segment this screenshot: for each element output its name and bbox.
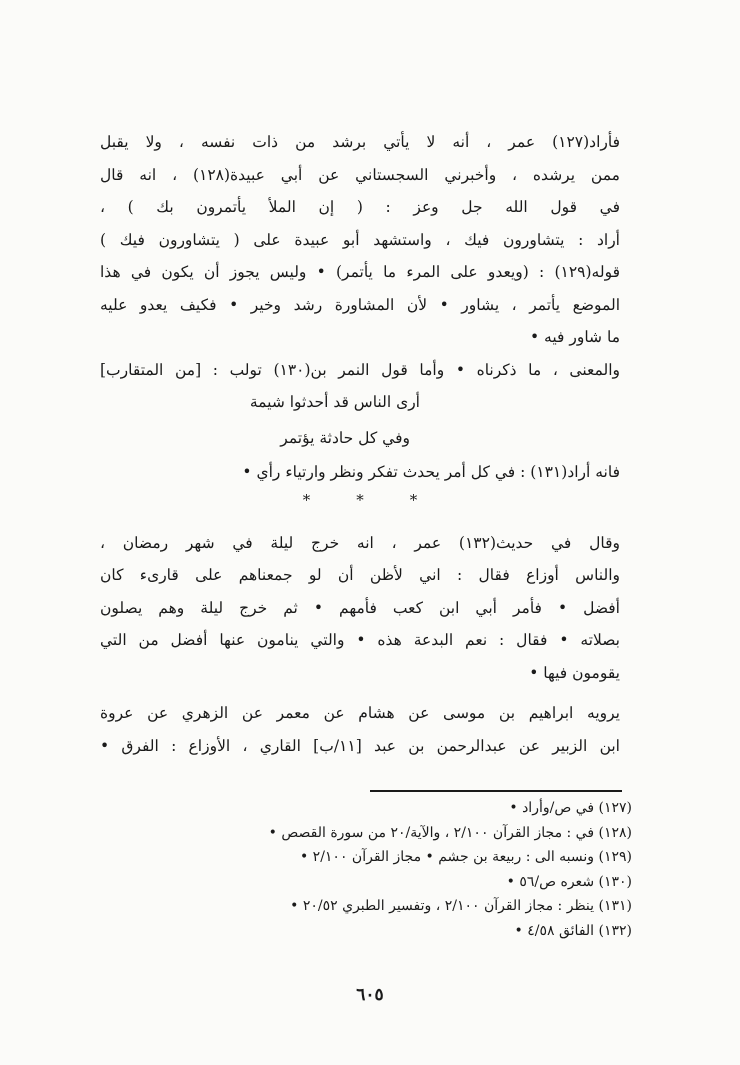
verse-line: وفي كل حادثة يؤتمر — [280, 429, 410, 447]
footnote: (١٢٨) في : مجاز القرآن ٢/١٠٠ ، والآية/٢٠ من سورة القصص • — [268, 824, 632, 841]
verse — [100, 386, 620, 456]
paragraph-3 — [100, 456, 620, 489]
text-line: أراد : يتشاورون فيك ، واستشهد أبو عبيدة على ( يتشاورون فيك ) — [100, 230, 620, 249]
footnote: (١٢٧) في ص/وأراد • — [509, 800, 632, 816]
text-line: الموضع يأتمر ، يشاور • لأن المشاورة رشد وخير • فكيف يعدو عليه — [100, 295, 620, 314]
text-line: بصلاته • فقال : نعم البدعة هذه • والتي ينامون عنها أفضل من التي — [100, 631, 620, 649]
paragraph-5 — [100, 697, 620, 762]
text-line: فأراد(١٢٧) عمر ، أنه لا يأتي برشد من ذات نفسه ، ولا يقبل — [100, 133, 620, 151]
star-ornament: * — [302, 490, 311, 509]
star-ornament: * — [409, 490, 418, 509]
text-line: والناس أوزاع فقال : اني لأظن أن لو جمعناهم على قارىء كان — [100, 566, 620, 584]
text-line: يقومون فيها • — [529, 663, 620, 682]
text-line: وقال في حديث(١٣٢) عمر ، انه خرج ليلة في شهر رمضان ، — [100, 533, 620, 552]
text-line: ما شاور فيه • — [529, 328, 620, 346]
footnote: (١٣٢) الفائق ٤/٥٨ • — [514, 922, 632, 939]
footnote: (١٣١) ينظر : مجاز القرآن ٢/١٠٠ ، وتفسير الطبري ٢٠/٥٢ • — [290, 898, 632, 915]
star-ornament: * — [356, 490, 364, 509]
text-line: ابن الزبير عن عبدالرحمن بن عبد [١١/ب] القاري ، الأوزاع : الفرق • — [100, 736, 620, 755]
footnote-separator — [370, 790, 622, 792]
text-line: في قول الله جل وعز : ( إن الملأ يأتمرون بك ) ، — [100, 198, 620, 216]
text-line: أفضل • فأمر أبي ابن كعب فأمهم • ثم خرج ليلة وهم يصلون — [100, 598, 620, 617]
paragraph-2 — [100, 354, 620, 387]
text-line: ممن يرشده ، وأخبرني السجستاني عن أبي عبيدة(١٢٨) ، انه قال — [100, 165, 620, 184]
page-number: ٦٠٥ — [356, 985, 384, 1005]
text-line: قوله(١٢٩) : (ويعدو على المرء ما يأتمر) • وليس يجوز أن يكون في هذا — [100, 263, 620, 281]
text-line: فانه أراد(١٣١) : في كل أمر يحدث تفكر ونظر وارتياء رأي • — [242, 463, 620, 481]
text-line: والمعنى ، ما ذكرناه • وأما قول النمر بن(١٣٠) تولب : [من المتقارب] — [100, 360, 620, 379]
footnotes — [100, 796, 632, 944]
section-divider — [100, 491, 620, 521]
main-text — [100, 126, 620, 762]
verse-line: أرى الناس قد أحدثوا شيمة — [249, 393, 420, 411]
paragraph-4 — [100, 527, 620, 690]
text-line: يرويه ابراهيم بن موسى عن هشام عن معمر عن الزهري عن عروة — [100, 704, 620, 722]
paragraph-1 — [100, 126, 620, 354]
footnote: (١٣٠) شعره ص/٥٦ • — [506, 873, 632, 890]
footnote: (١٢٩) ونسبه الى : ربيعة بن جشم • مجاز القرآن ٢/١٠٠ • — [299, 849, 632, 866]
